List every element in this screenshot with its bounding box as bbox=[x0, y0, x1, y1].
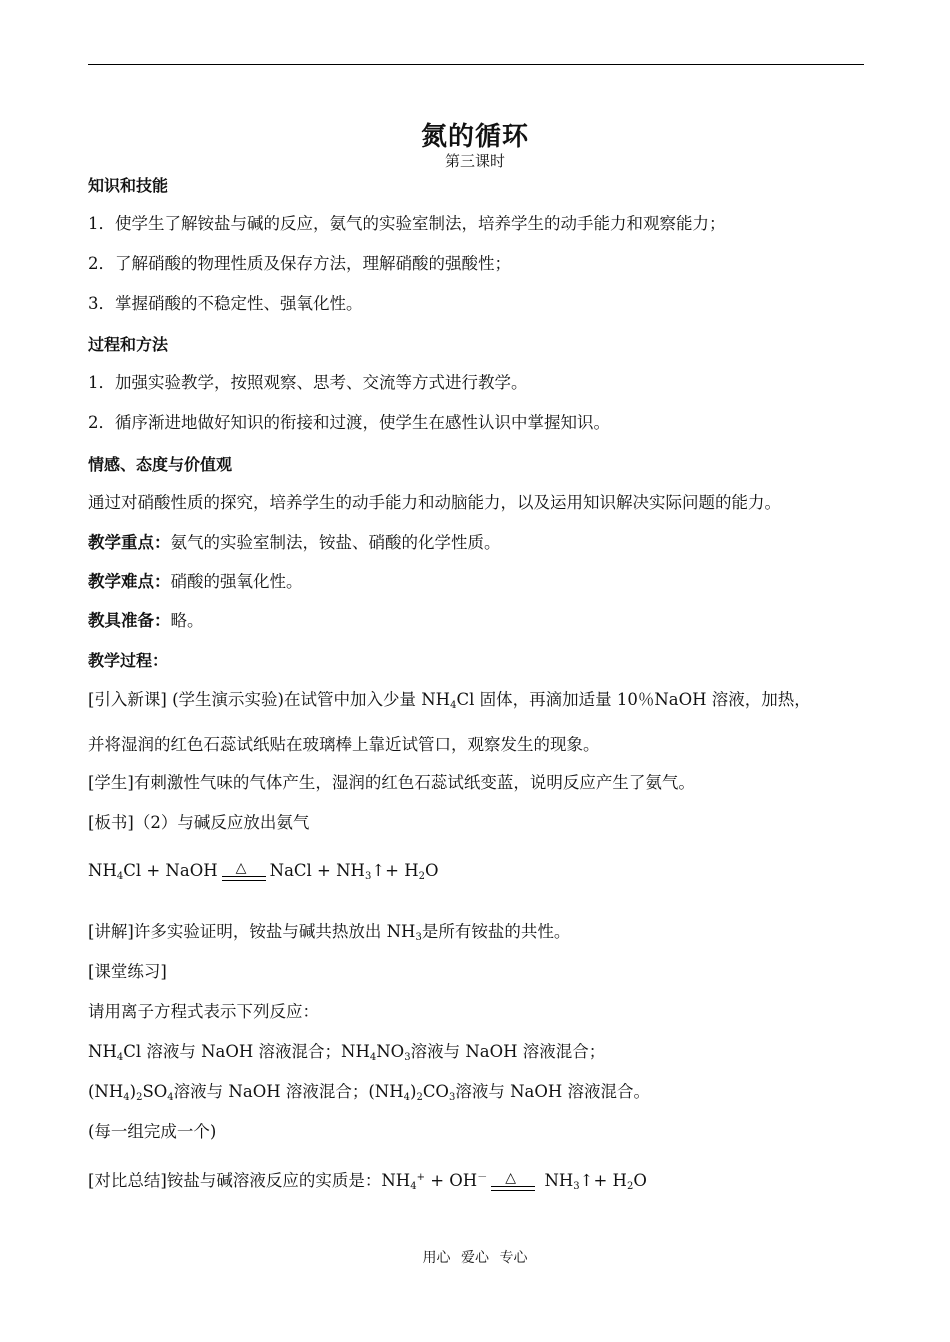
formula-text: NH bbox=[88, 1042, 117, 1061]
header-rule bbox=[88, 64, 864, 65]
subscript: 4 bbox=[123, 1092, 130, 1103]
tools bbox=[88, 610, 204, 632]
heating-condition-sign bbox=[491, 1171, 535, 1193]
formula-text: SO bbox=[142, 1082, 168, 1101]
group-note: (每一组完成一个) bbox=[88, 1122, 217, 1141]
subscript: 3 bbox=[404, 1052, 411, 1063]
formula-text: O bbox=[633, 1171, 647, 1190]
subscript: 4 bbox=[116, 1052, 124, 1063]
formula-text: 溶液与 NaOH 溶液混合； bbox=[410, 1042, 606, 1061]
board-note: [板书]（2）与碱反应放出氨气 bbox=[88, 813, 310, 832]
subscript: 3 bbox=[573, 1181, 580, 1192]
page-footer: 用心 爱心 专心 bbox=[422, 1250, 528, 1266]
subscript: 3 bbox=[415, 932, 422, 943]
subscript: 2 bbox=[136, 1092, 143, 1103]
exercise-line-2 bbox=[88, 1081, 650, 1103]
student-response: [学生]有刺激性气味的气体产生，湿润的红色石蕊试纸变蓝，说明反应产生了氨气。 bbox=[88, 773, 695, 792]
formula-text: 溶液与 NaOH 溶液混合；(NH bbox=[173, 1082, 404, 1101]
section-heading-knowledge: 知识和技能 bbox=[88, 176, 169, 195]
formula-text: ↑+ H bbox=[579, 1171, 627, 1190]
subscript: 2 bbox=[416, 1092, 423, 1103]
superscript: + bbox=[416, 1172, 425, 1183]
intro-line-2: 并将湿润的红色石蕊试纸贴在玻璃棒上靠近试管口，观察发生的现象。 bbox=[88, 735, 600, 754]
heating-condition-sign bbox=[222, 861, 266, 883]
formula-text: + OH bbox=[424, 1171, 478, 1190]
section-heading-emotion: 情感、态度与价值观 bbox=[88, 455, 233, 474]
formula-text: ↑+ H bbox=[371, 861, 419, 880]
process-item: 1．加强实验教学，按照观察、思考、交流等方式进行教学。 bbox=[88, 373, 528, 392]
practice-prompt: 请用离子方程式表示下列反应： bbox=[88, 1002, 319, 1021]
process-item: 2．循序渐进地做好知识的衔接和过渡，使学生在感性认识中掌握知识。 bbox=[88, 413, 610, 432]
tools-label: 教具准备： bbox=[88, 611, 171, 630]
formula-text: ) bbox=[129, 1082, 137, 1101]
formula-text: Cl 溶液与 NaOH 溶液混合；NH bbox=[123, 1042, 370, 1061]
subscript: 3 bbox=[448, 1092, 456, 1103]
intro-text: [引入新课] (学生演示实验)在试管中加入少量 NH bbox=[88, 690, 451, 709]
subscript: 4 bbox=[167, 1092, 174, 1103]
knowledge-item: 3．掌握硝酸的不稳定性、强氧化性。 bbox=[88, 294, 363, 313]
key-point-text: 氨气的实验室制法，铵盐、硝酸的化学性质。 bbox=[170, 533, 501, 552]
subscript: 2 bbox=[626, 1181, 634, 1192]
formula-text: NaCl + NH bbox=[269, 861, 365, 880]
formula-text: NH bbox=[88, 861, 117, 880]
exercise-line-1 bbox=[88, 1041, 605, 1063]
formula-text: O bbox=[425, 861, 439, 880]
explanation bbox=[88, 921, 570, 943]
section-heading-process: 过程和方法 bbox=[88, 335, 169, 354]
formula-text: 溶液与 NaOH 溶液混合。 bbox=[455, 1082, 651, 1101]
superscript: － bbox=[477, 1172, 488, 1183]
difficulty-label: 教学难点： bbox=[88, 572, 171, 591]
heat-triangle-icon: △ bbox=[505, 1169, 516, 1186]
formula-text: NH bbox=[539, 1171, 574, 1190]
key-point-label: 教学重点： bbox=[88, 533, 171, 552]
subscript: 4 bbox=[403, 1092, 410, 1103]
formula-text: Cl + NaOH bbox=[123, 861, 218, 880]
formula-text: ) bbox=[410, 1082, 417, 1101]
summary-text: [对比总结]铵盐与碱溶液反应的实质是：NH bbox=[88, 1171, 411, 1190]
subscript: 2 bbox=[418, 871, 425, 882]
knowledge-item: 1．使学生了解铵盐与碱的反应，氨气的实验室制法，培养学生的动手能力和观察能力； bbox=[88, 214, 726, 233]
equation-ammonium-chloride bbox=[88, 860, 439, 883]
subscript: 4 bbox=[450, 700, 457, 711]
summary-equation bbox=[88, 1170, 647, 1193]
formula-text: (NH bbox=[88, 1082, 124, 1101]
knowledge-item: 2．了解硝酸的物理性质及保存方法，理解硝酸的强酸性； bbox=[88, 254, 511, 273]
formula-text: NO bbox=[376, 1042, 405, 1061]
tools-text: 略。 bbox=[170, 611, 204, 630]
subscript: 4 bbox=[369, 1052, 377, 1063]
subscript: 4 bbox=[116, 871, 124, 882]
key-point bbox=[88, 532, 501, 554]
subscript: 4 bbox=[410, 1181, 417, 1192]
heat-triangle-icon: △ bbox=[235, 859, 247, 876]
explanation-text: 是所有铵盐的共性。 bbox=[421, 922, 571, 941]
explanation-text: [讲解]许多实验证明，铵盐与碱共热放出 NH bbox=[88, 922, 416, 941]
page-title: 氮的循环 bbox=[420, 122, 529, 152]
difficulty-text: 硝酸的强氧化性。 bbox=[170, 572, 303, 591]
intro-text: Cl 固体，再滴加适量 10％NaOH 溶液，加热， bbox=[456, 690, 811, 709]
emotion-text: 通过对硝酸性质的探究，培养学生的动手能力和动脑能力，以及运用知识解决实际问题的能力。 bbox=[88, 493, 781, 512]
teaching-process-heading: 教学过程： bbox=[88, 651, 169, 670]
intro-line-1 bbox=[88, 689, 811, 711]
difficulty bbox=[88, 571, 303, 593]
formula-text: CO bbox=[422, 1082, 449, 1101]
practice-heading: [课堂练习] bbox=[88, 962, 167, 981]
page-subtitle: 第三课时 bbox=[444, 152, 505, 170]
subscript: 3 bbox=[364, 871, 372, 882]
